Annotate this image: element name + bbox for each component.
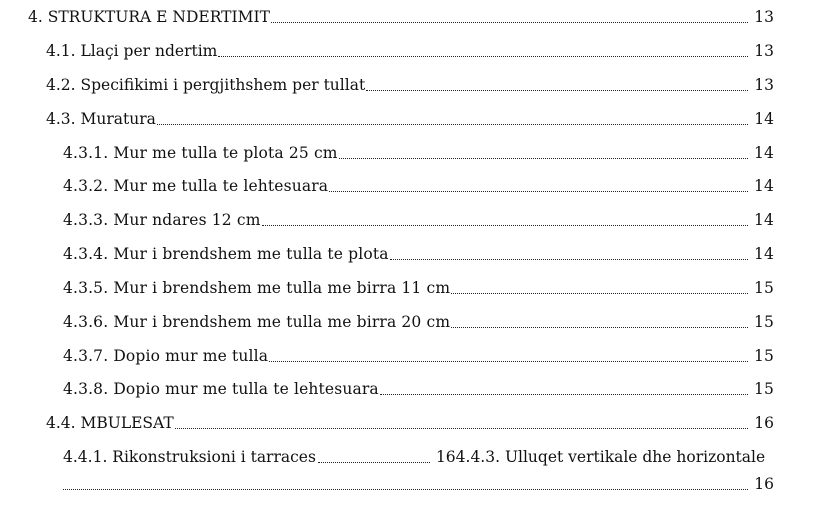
toc-entry[interactable] <box>46 105 774 129</box>
toc-entry-label: 4.3.2. Mur me tulla te lehtesuara <box>63 177 329 195</box>
toc-entry[interactable] <box>28 3 774 27</box>
toc-entry-label: 4.1. Llaçi per ndertim <box>46 42 218 60</box>
toc-entry-page: 14 <box>753 245 774 263</box>
toc-entry-page: 14 <box>753 177 774 195</box>
toc-entry-page: 15 <box>753 279 774 297</box>
leader-dots <box>175 428 748 429</box>
toc-entry[interactable] <box>46 37 774 61</box>
toc-entry[interactable] <box>63 139 774 163</box>
leader-dots <box>366 90 748 91</box>
leader-dots <box>63 489 748 490</box>
toc-entry-page: 15 <box>753 313 774 331</box>
toc-entry-page: 13 <box>754 76 774 94</box>
leader-dots <box>271 22 748 23</box>
toc-entry-label: 4.3. Muratura <box>46 110 156 128</box>
toc-entry-merged-line1[interactable] <box>63 443 774 467</box>
leader-dots <box>318 462 430 463</box>
toc-entry-label-continued: 164.4.3. Ulluqet vertikale dhe horizontale <box>435 448 766 466</box>
toc-entry[interactable] <box>63 172 774 196</box>
toc-entry[interactable] <box>63 342 774 366</box>
toc-entry-page: 14 <box>753 144 774 162</box>
leader-dots <box>218 56 748 57</box>
leader-dots <box>157 124 748 125</box>
toc-entry-page: 14 <box>754 110 774 128</box>
leader-dots <box>390 259 748 260</box>
toc-entry-page: 14 <box>753 211 774 229</box>
leader-dots <box>339 158 748 159</box>
toc-entry[interactable] <box>63 274 774 298</box>
toc-entry[interactable] <box>46 409 774 433</box>
toc-entry-label: 4.3.3. Mur ndares 12 cm <box>63 211 261 229</box>
toc-entry[interactable] <box>46 71 774 95</box>
toc-entry-page: 15 <box>753 347 774 365</box>
toc-entry[interactable] <box>63 240 774 264</box>
toc-entry-label: 4.3.1. Mur me tulla te plota 25 cm <box>63 144 338 162</box>
toc-entry-label: 4.3.8. Dopio mur me tulla te lehtesuara <box>63 380 379 398</box>
toc-entry-page: 13 <box>754 42 774 60</box>
toc-entry-label: 4. STRUKTURA E NDERTIMIT <box>28 8 270 26</box>
leader-dots <box>451 327 748 328</box>
leader-dots <box>269 361 748 362</box>
toc-entry-label: 4.4. MBULESAT <box>46 414 174 432</box>
toc-entry-merged-line2[interactable] <box>63 470 774 494</box>
leader-dots <box>329 191 748 192</box>
toc-entry-label: 4.3.6. Mur i brendshem me tulla me birra 20 cm <box>63 313 451 331</box>
toc-entry-label: 4.4.1. Rikonstruksioni i tarraces <box>63 448 316 466</box>
toc-entry-page: 16 <box>754 414 774 432</box>
toc-entry[interactable] <box>63 375 774 399</box>
toc-entry[interactable] <box>63 308 774 332</box>
toc-entry-label: 4.3.4. Mur i brendshem me tulla te plota <box>63 245 389 263</box>
toc-entry[interactable] <box>63 206 774 230</box>
toc-entry-page: 13 <box>754 8 774 26</box>
toc-entry-page: 15 <box>753 380 774 398</box>
leader-dots <box>262 225 748 226</box>
toc-entry-label: 4.2. Specifikimi i pergjithshem per tullat <box>46 76 366 94</box>
leader-dots <box>380 394 748 395</box>
leader-dots <box>451 293 748 294</box>
toc-entry-label: 4.3.5. Mur i brendshem me tulla me birra 11 cm <box>63 279 451 297</box>
toc-entry-label: 4.3.7. Dopio mur me tulla <box>63 347 269 365</box>
toc-entry-page: 16 <box>754 475 774 493</box>
